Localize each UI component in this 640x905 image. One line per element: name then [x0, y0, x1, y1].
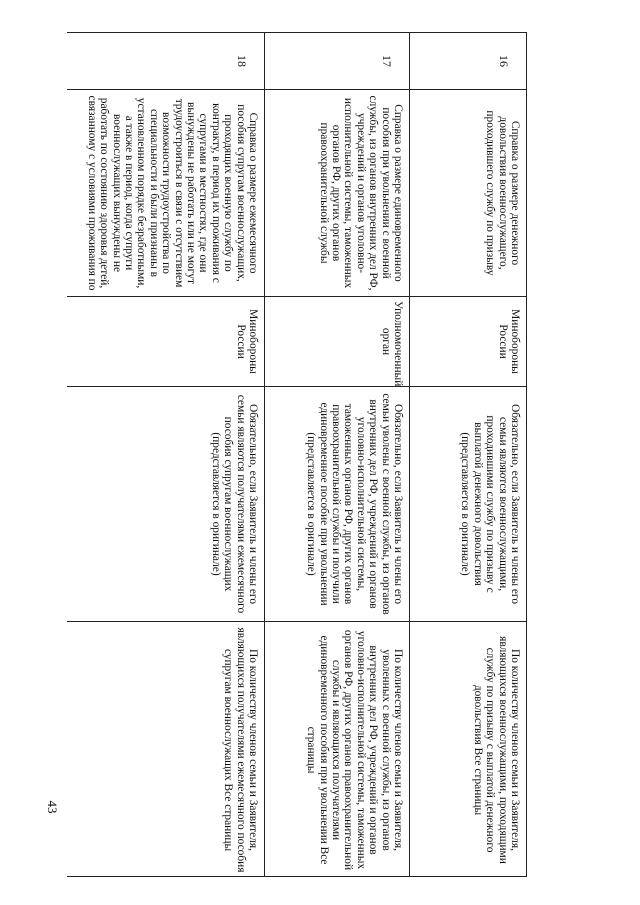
document-name: Справка о размере ежемесячного пособия супругам военнослужащих, проходящих военную службу по контракту, в период их проживания с супругами в местностях, где они вынуждены не работать или не могут трудоустроиться в связи с отсутствием возможности трудоустройства по специальности и были признаны в установленном порядке безработными, а также в период, когда супруги военнослужащих вынуждены не работать по состоянию здоровья детей, связанному с условиями проживания по [67, 89, 264, 296]
table-row [409, 32, 527, 877]
row-number: 17 [380, 55, 394, 67]
submission-condition: Обязательно, если Заявитель и члены его семьи являются военнослужащими, проходившими службу по призыву с выплатой денежного довольствия (представляется в оригинале) [410, 386, 526, 621]
row-number: 16 [497, 55, 511, 67]
document-name: Справка о размере денежного довольствия военнослужащего, проходившего службу по призыву [410, 89, 526, 296]
quantity-requirement: По количеству членов семьи и Заявителя, являющихся получателями ежемесячного пособия супругам военнослужащих Все страницы [67, 621, 264, 878]
row-number: 18 [235, 55, 249, 67]
table-row [264, 32, 409, 877]
quantity-requirement: По количеству членов семьи и Заявителя, являющихся военнослужащими, проходящими службу по призыву с выплатой денежного довольствия Все страницы [410, 621, 526, 878]
issuing-organization: Минобороны России [67, 296, 264, 386]
table-row [67, 32, 264, 877]
issuing-organization: Минобороны России [410, 296, 526, 386]
page-number-text: 43 [45, 800, 60, 814]
submission-condition: Обязательно, если Заявитель и члены его семьи уволены с военной службы, из органов внутренних дел РФ, учреждений и органов уголовно-исполнительной системы, таможенных органов РФ, других органов правоохранительной службы и получили единовременное пособие при увольнении (представляется в оригинале) [265, 386, 409, 621]
submission-condition: Обязательно, если Заявитель и члены его семьи являются получателями ежемесячного пособия супругам военнослужащих (представляется в оригинале) [67, 386, 264, 621]
issuing-organization: Уполномоченный орган [265, 296, 409, 386]
rotated-table [67, 32, 527, 877]
page-number [40, 787, 60, 827]
quantity-requirement: По количеству членов семьи и Заявителя, уволенных с военной службы, из органов внутренних дел РФ, учреждений и органов уголовно-исполнительной системы, таможенных органов РФ, других органов правоохранительной службы и являющихся получателями единовременного пособия при увольнении Все страницы [265, 621, 409, 878]
document-name: Справка о размере единовременного пособия при увольнении с военной службы, из органов внутренних дел РФ, учреждений и органов уголовно-исполнительной системы, таможенных органов РФ, других органов правоохранительной службы [265, 89, 409, 296]
